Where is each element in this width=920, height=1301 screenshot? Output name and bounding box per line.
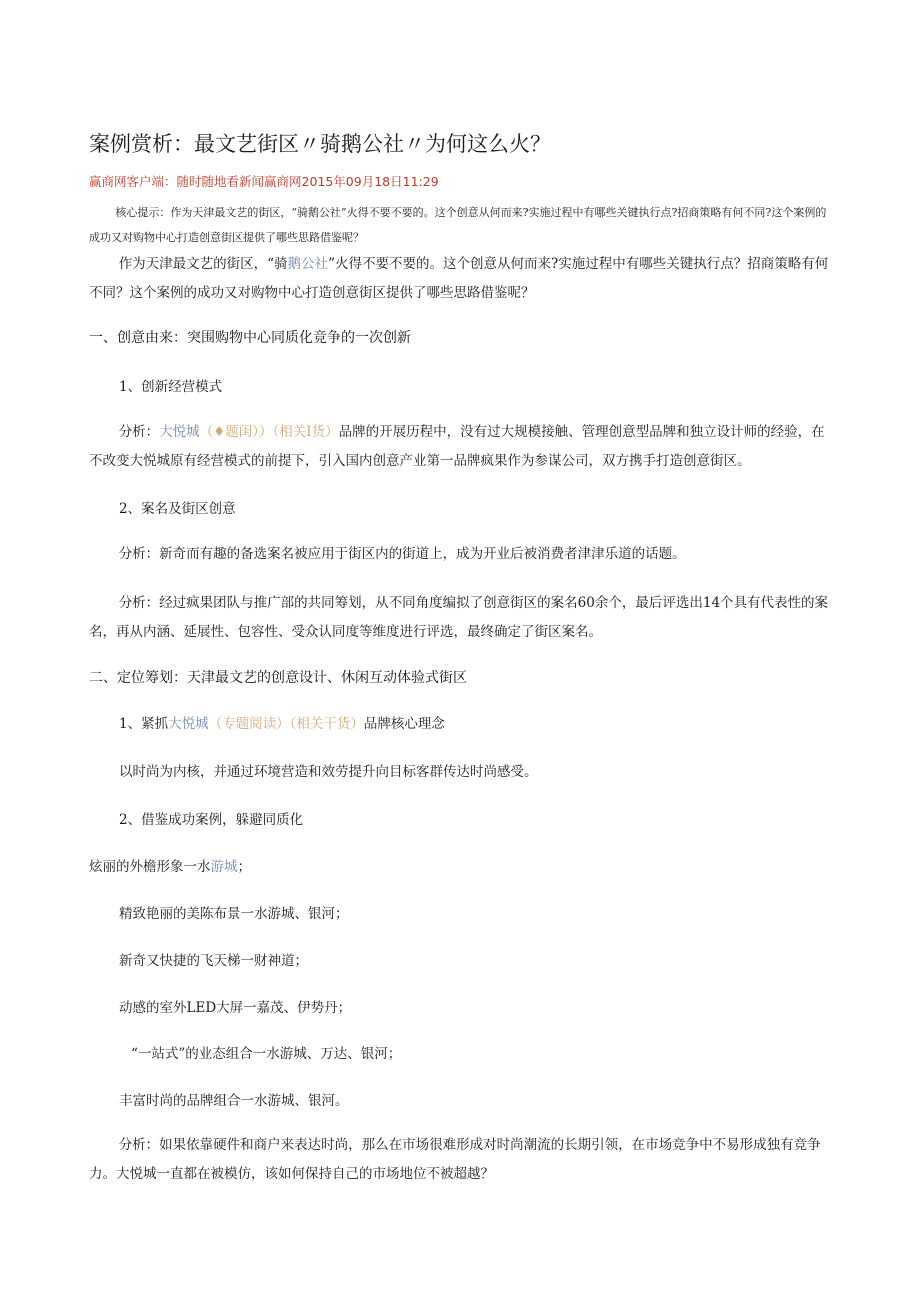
section2-core-concept: 以时尚为内核，并通过环境营造和效劳提升向目标客群传达时尚感受。 bbox=[119, 764, 538, 780]
section2-item1 bbox=[89, 713, 859, 735]
list-item: 动感的室外LED大屏一嘉茂、伊势丹； bbox=[119, 1000, 352, 1016]
section2-analysis: 分析：如果依靠硬件和商户来表达时尚，那么在市场很难形成对时尚潮流的长期引领，在市场竞争中不易形成独有竞争力。大悦城一直都在被模仿，该如何保持自己的市场地位不被超越？ bbox=[89, 1137, 821, 1182]
section1-heading: 一、创意由来：突围购物中心同质化竞争的一次创新 bbox=[89, 330, 411, 346]
analysis1-link-related[interactable]: （相关I货） bbox=[272, 424, 339, 440]
list0-link-youcheng[interactable]: 游城 bbox=[210, 859, 238, 875]
list-item: 丰富时尚的品牌组合一水游城、银河。 bbox=[119, 1093, 349, 1109]
section1-item2: 2、案名及街区创意 bbox=[119, 501, 236, 517]
section1-analysis2: 分析：新奇而有趣的备选案名被应用于街区内的街道上，成为开业后被消费者津津乐道的话题。 bbox=[118, 546, 686, 562]
list-item: “一站式”的业态组合一水游城、万达、银河； bbox=[131, 1046, 402, 1062]
article-title: 案例赏析：最文艺街区〃骑鹅公社〃为何这么火？ bbox=[89, 132, 551, 156]
article-meta: 赢商网客户端：随时随地看新闻赢商网2015年09月18日11:29 bbox=[89, 174, 439, 189]
analysis1-text: 品牌的开展历程中，没有过大规模接触、管理创意型品牌和独立设计师的经验，在不改变大悦城原有经营模式的前提下，引入国内创意产业第一品牌疯果作为参谋公司，双方携手打造创意街区。 bbox=[89, 424, 825, 469]
intro-text-post: ”火得不要不要的。这个创意从何而来?实施过程中有哪些关键执行点？招商策略有何不同？这个案例的成功又对购物中心打造创意街区提供了哪些思路借鉴呢？ bbox=[89, 256, 829, 301]
section2-item1-post: 品牌核心理念 bbox=[363, 716, 445, 732]
list-item: 新奇又快捷的飞天梯一财神道； bbox=[119, 953, 308, 969]
section2-link-mall[interactable]: 大悦城 bbox=[168, 716, 209, 732]
intro-link-qiegongshe[interactable]: 鹅公社 bbox=[287, 256, 329, 272]
section2-link-related[interactable]: （相关干货） bbox=[289, 716, 364, 732]
section1-analysis3: 分析：经过疯果团队与推广部的共同筹划，从不同角度编拟了创意街区的案名60余个，最后评选出14个具有代表性的案名，再从内涵、延展性、包容性、受众认同度等维度进行评选，最终确定了街区案名。 bbox=[89, 595, 829, 640]
list0-post: ； bbox=[237, 859, 251, 875]
section2-link-topic[interactable]: （专题阅读） bbox=[208, 716, 290, 732]
analysis1-link-mall[interactable]: 大悦城 bbox=[159, 424, 200, 440]
intro-text-pre: 作为天津最文艺的街区，“骑 bbox=[118, 256, 288, 272]
section2-heading: 二、定位筹划：天津最文艺的创意设计、休闲互动体验式街区 bbox=[89, 670, 467, 686]
section2-item1-pre: 1、紧抓 bbox=[119, 716, 169, 732]
analysis1-label: 分析： bbox=[118, 424, 160, 440]
list0-pre: 炫丽的外檐形象一水 bbox=[89, 859, 211, 875]
analysis1-link-topic[interactable]: （♦题闺）） bbox=[199, 424, 273, 440]
section1-item1: 1、创新经营模式 bbox=[119, 379, 223, 395]
article-summary: 核心提示：作为天津最文艺的街区，“骑鹅公社”火得不要不要的。这个创意从何而来?实施过程中有哪些关键执行点?招商策略有何不同?这个案例的成功又对购物中心打造创意街区提供了哪些思路借鉴呢？ bbox=[89, 206, 827, 244]
list-item bbox=[89, 856, 829, 878]
list-item: 精致艳丽的美陈布景一水游城、银河； bbox=[119, 906, 349, 922]
section1-analysis1 bbox=[89, 418, 829, 476]
section2-item2: 2、借鉴成功案例，躲避同质化 bbox=[119, 812, 304, 828]
intro-paragraph bbox=[89, 250, 829, 308]
